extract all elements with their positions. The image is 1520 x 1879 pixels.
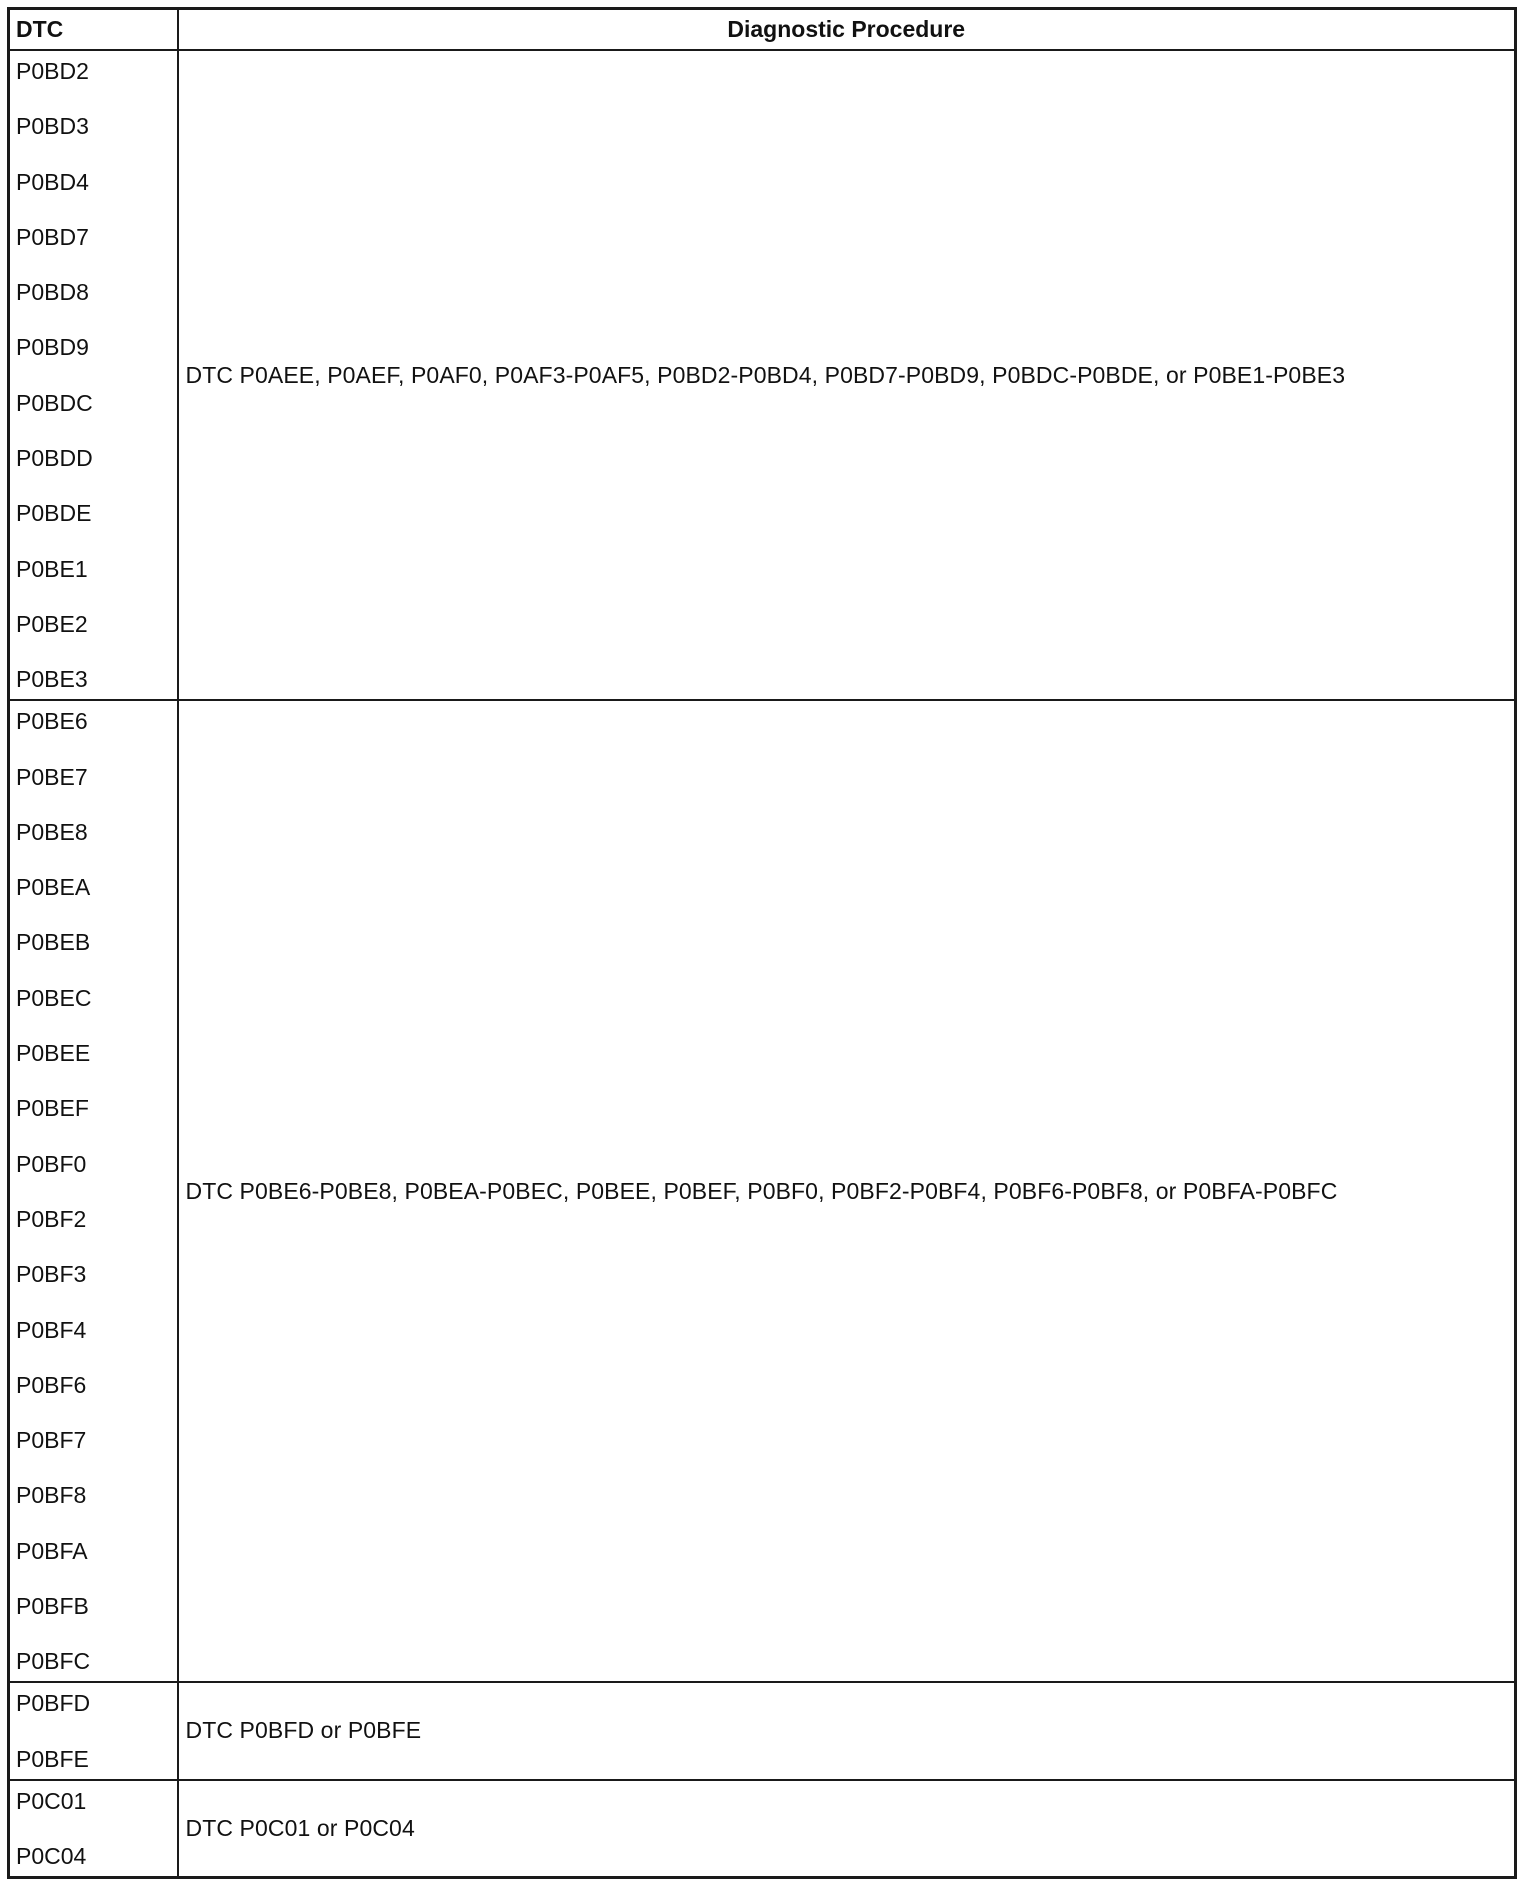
diagnostic-procedure-cell: DTC P0BE6-P0BE8, P0BEA-P0BEC, P0BEE, P0BEF, P0BF0, P0BF2-P0BF4, P0BF6-P0BF8, or P0BFA-P0BFC (178, 700, 1516, 1682)
header-row (9, 9, 1516, 51)
dtc-code: P0BF8 (16, 1482, 87, 1509)
dtc-code-list (10, 1683, 177, 1778)
dtc-code: P0BEE (16, 1040, 91, 1067)
dtc-code: P0BF7 (16, 1427, 87, 1454)
dtc-code: P0BE2 (16, 610, 88, 637)
dtc-codes-cell (9, 700, 178, 1682)
table-row (9, 700, 1516, 1682)
dtc-code: P0BD7 (16, 223, 89, 250)
diagnostic-procedure-cell: DTC P0BFD or P0BFE (178, 1682, 1516, 1779)
dtc-codes-cell (9, 1682, 178, 1779)
dtc-code: P0BE8 (16, 818, 88, 845)
dtc-code: P0BF0 (16, 1150, 87, 1177)
dtc-code: P0BD9 (16, 334, 89, 361)
dtc-code: P0BDD (16, 445, 93, 472)
dtc-code: P0BD3 (16, 113, 89, 140)
dtc-code: P0BF6 (16, 1371, 87, 1398)
dtc-code: P0BEC (16, 984, 92, 1011)
dtc-code-list (10, 1781, 177, 1876)
dtc-code: P0BE3 (16, 666, 88, 693)
dtc-code: P0BFC (16, 1648, 91, 1675)
table-row (9, 50, 1516, 700)
diagnostic-procedure-cell: DTC P0AEE, P0AEF, P0AF0, P0AF3-P0AF5, P0BD2-P0BD4, P0BD7-P0BD9, P0BDC-P0BDE, or P0BE1-P0BE3 (178, 50, 1516, 700)
dtc-code: P0BDC (16, 389, 93, 416)
dtc-code: P0BF4 (16, 1316, 87, 1343)
dtc-code: P0BFA (16, 1537, 88, 1564)
dtc-code: P0BD8 (16, 279, 89, 306)
dtc-code-list (10, 701, 177, 1681)
dtc-codes-cell (9, 50, 178, 700)
dtc-code: P0BF2 (16, 1205, 87, 1232)
diagnostic-procedure-cell: DTC P0C01 or P0C04 (178, 1780, 1516, 1878)
dtc-code: P0BD4 (16, 168, 89, 195)
dtc-code: P0BD2 (16, 58, 89, 84)
dtc-code: P0C04 (16, 1842, 87, 1869)
dtc-code: P0BE6 (16, 708, 88, 735)
dtc-code: P0BFE (16, 1745, 89, 1772)
dtc-code: P0C01 (16, 1787, 87, 1814)
header-diagnostic-procedure: Diagnostic Procedure (178, 9, 1516, 51)
table-header (9, 9, 1516, 51)
table-body (9, 50, 1516, 1877)
dtc-code: P0BEB (16, 929, 91, 956)
dtc-code: P0BFB (16, 1593, 89, 1620)
dtc-code: P0BFD (16, 1690, 91, 1717)
dtc-code-list (10, 51, 177, 699)
table-row (9, 1682, 1516, 1779)
header-dtc: DTC (9, 9, 178, 51)
dtc-code: P0BE7 (16, 763, 88, 790)
dtc-code: P0BF3 (16, 1261, 87, 1288)
dtc-code: P0BE1 (16, 555, 88, 582)
dtc-code: P0BEF (16, 1095, 89, 1122)
dtc-code: P0BDE (16, 500, 92, 527)
table-row (9, 1780, 1516, 1878)
dtc-codes-cell (9, 1780, 178, 1878)
dtc-table (7, 7, 1517, 1879)
dtc-code: P0BEA (16, 874, 91, 901)
